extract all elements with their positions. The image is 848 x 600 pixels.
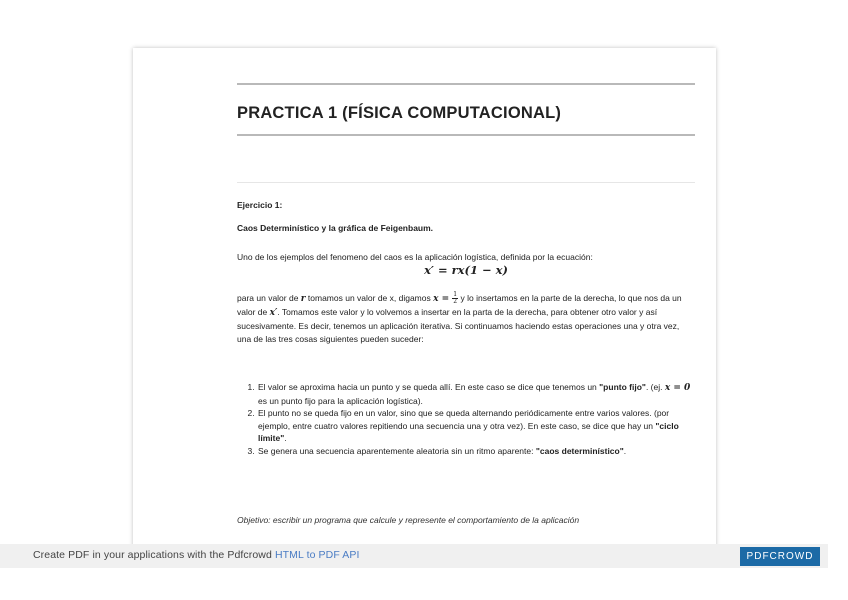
intro-text: Uno de los ejemplos del fenomeno del caos es la aplicación logística, definida por la ecuación:: [237, 252, 593, 262]
exercise-label: Ejercicio 1:: [237, 200, 283, 210]
list-item: 1. El valor se aproxima hacia un punto y se queda allí. En este caso se dice que tenemos un "punto fijo". (ej. x = 0 es un punto fijo para la aplicación logística).: [257, 381, 695, 407]
divider: [237, 182, 695, 183]
pdfcrowd-brand-button[interactable]: PDFCROWD: [740, 547, 820, 566]
html-to-pdf-link[interactable]: HTML to PDF API: [274, 549, 360, 561]
divider: [237, 83, 695, 85]
logistic-equation: x′ = rx(1 − x): [424, 263, 508, 277]
document-page: [133, 48, 716, 548]
outcomes-list: [237, 381, 695, 457]
fraction: $\frac{1}{2}$: [453, 291, 458, 306]
objective-text: Objetivo: escribir un programa que calcule y represente el comportamiento de la aplicación: [237, 515, 580, 525]
footer-text: Create PDF in your applications with the Pdfcrowd HTML to PDF API: [33, 549, 360, 561]
list-item: 2. El punto no se queda fijo en un valor, sino que se queda alternando periódicamente entre varios valores. (por ejemplo, entre cuatro valores repitiendo una secuencia una y otra vez). En este caso, se dice que hay un "ciclo límite".: [257, 407, 695, 445]
list-item: 3. Se genera una secuencia aparentemente aleatoria sin un ritmo aparente: "caos determinístico".: [257, 445, 695, 458]
divider: [237, 134, 695, 136]
description-paragraph: para un valor de r tomamos un valor de x, digamos x = $\frac{1}{2}$ y lo insertamos en la parte de la derecha, lo que nos da un valor de x′. Tomamos este valor y lo volvemos a insertar en la parta de la derecha, para obtener otro valor y así sucesivamente. Es decir, tenemos un aplicación iterativa. Si continuamos haciendo estas operaciones una y otra vez, una de las tres cosas siguientes pueden suceder:: [237, 291, 682, 344]
footer-bar: [0, 544, 828, 568]
page-title: PRACTICA 1 (FÍSICA COMPUTACIONAL): [237, 104, 562, 122]
exercise-subtitle: Caos Determinístico y la gráfica de Feigenbaum.: [237, 223, 434, 233]
